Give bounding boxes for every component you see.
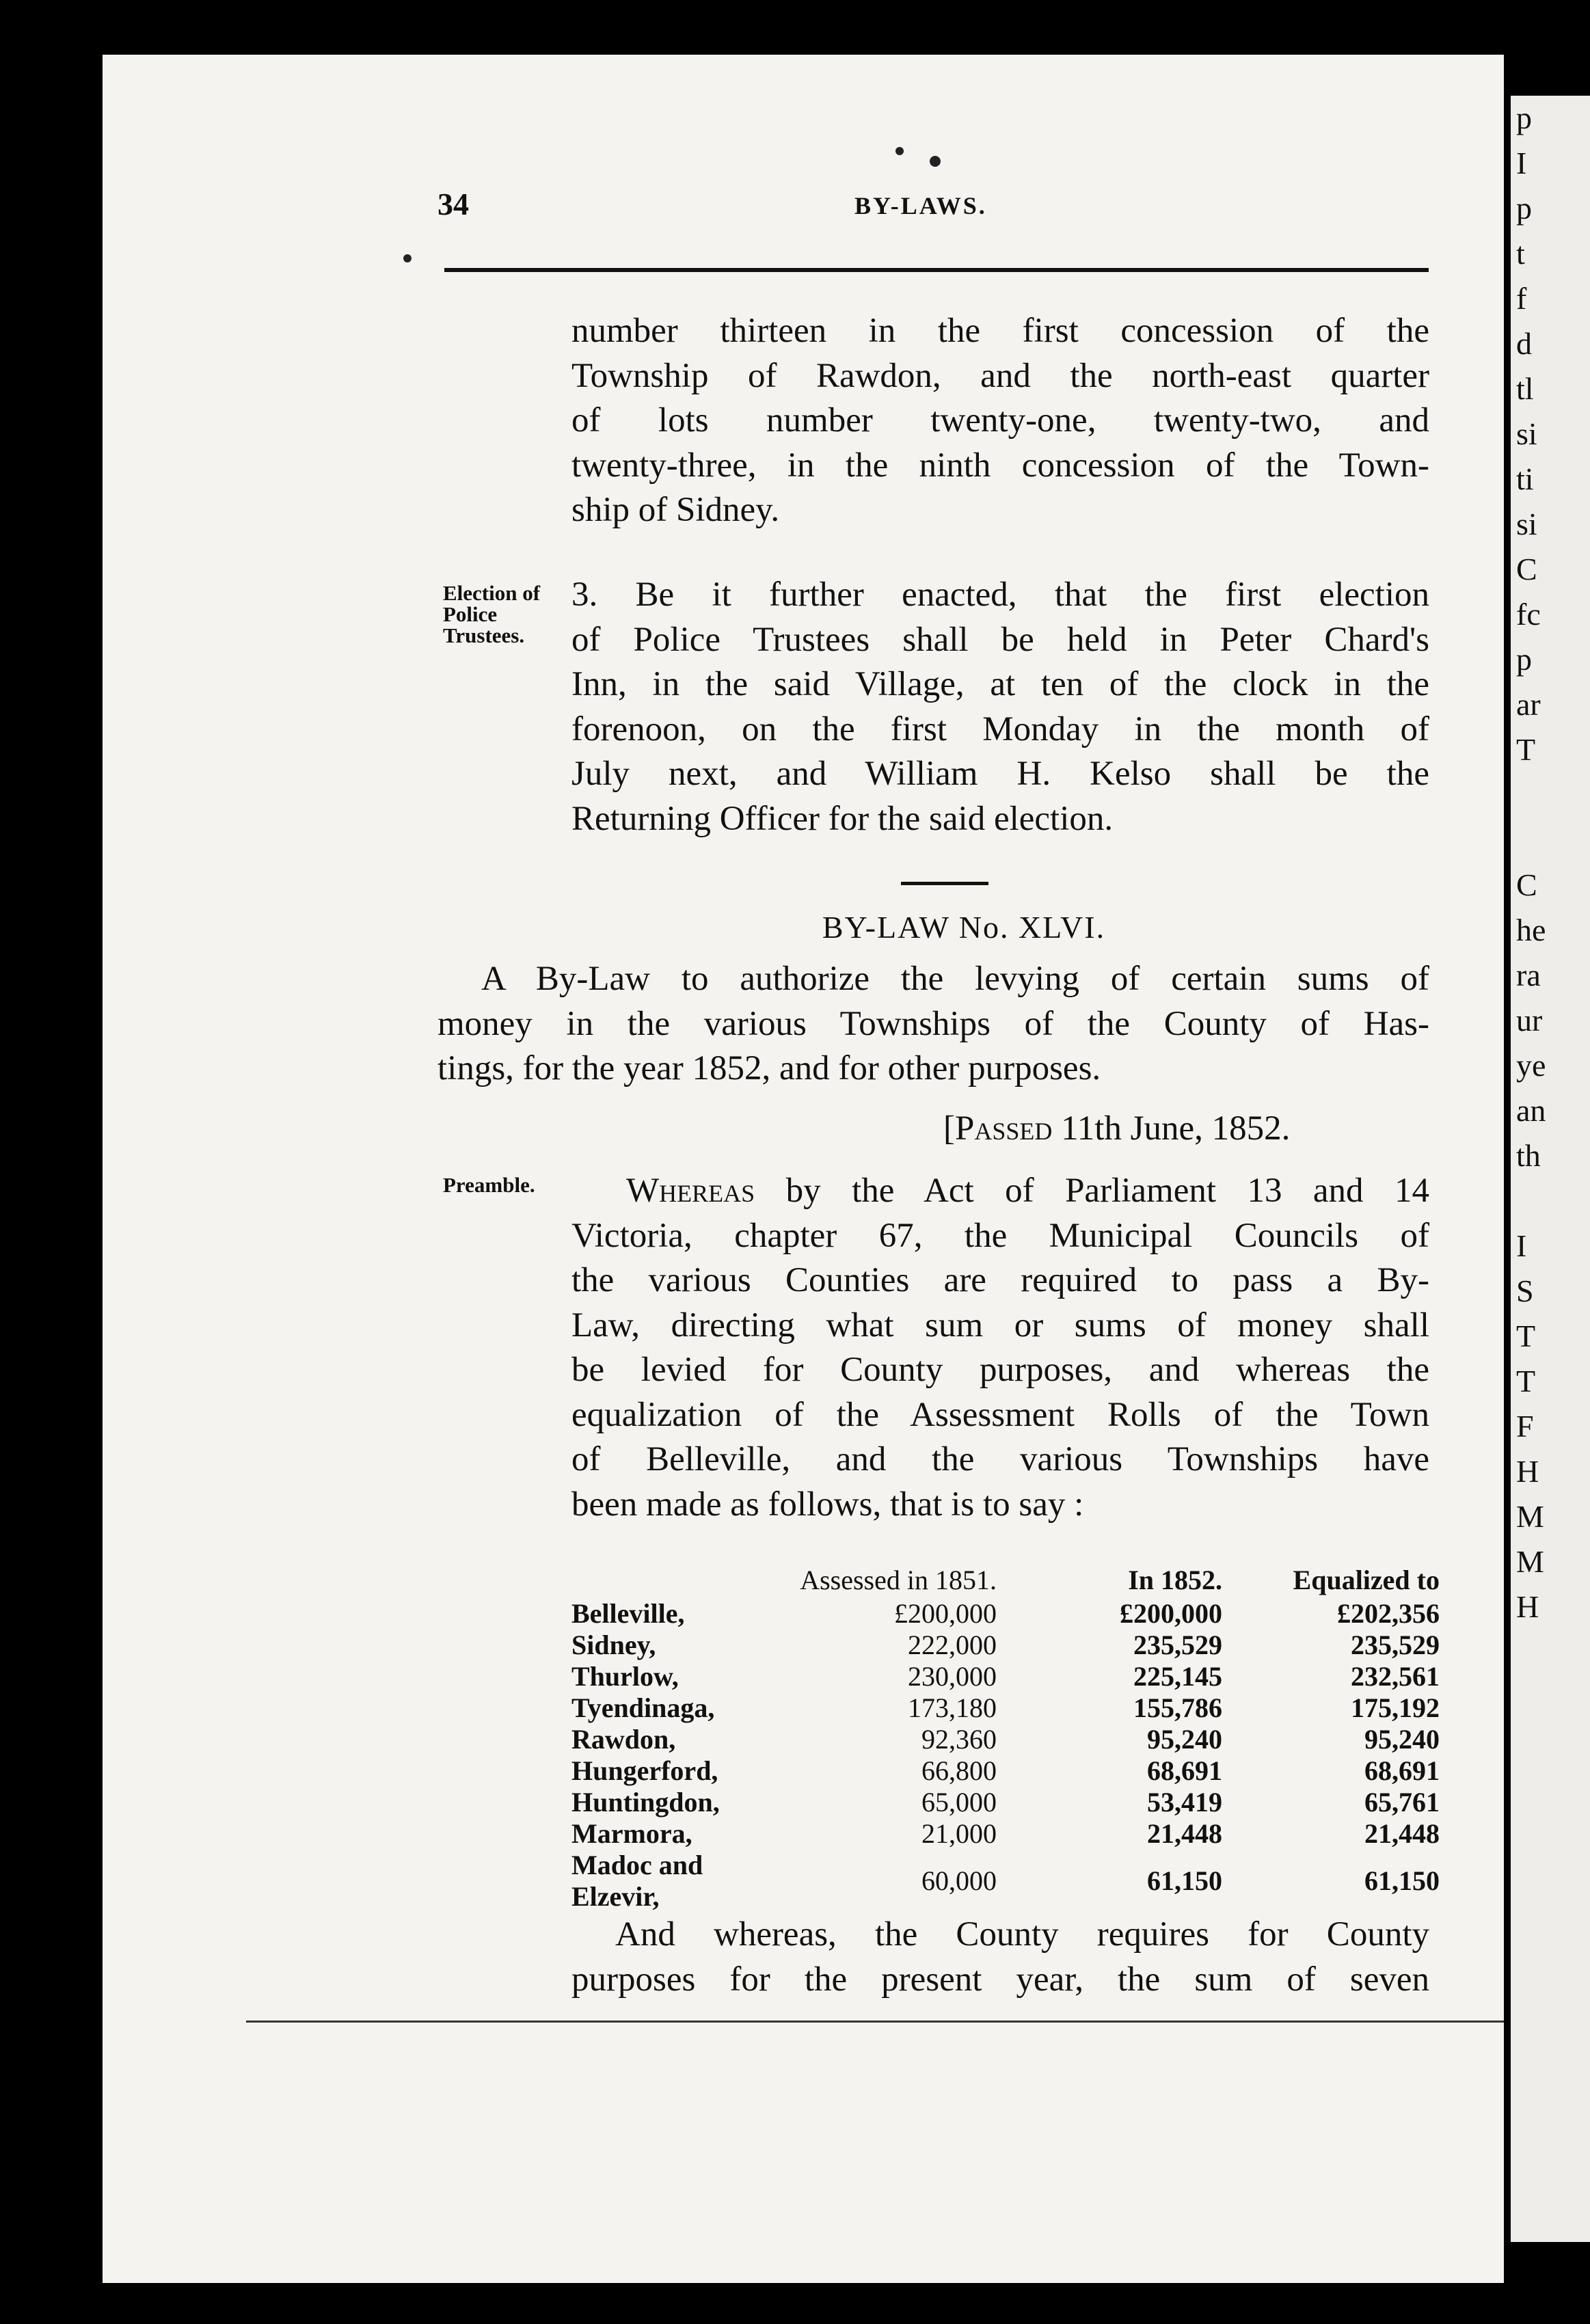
text-line: 3. Be it further enacted, that the first election [571, 576, 1429, 614]
text-line [571, 1169, 1429, 1214]
adjacent-page-letter: ye [1516, 1048, 1546, 1083]
section-divider [901, 882, 988, 885]
preamble [571, 1169, 1429, 1527]
table-cell: £200,000 [894, 1598, 997, 1629]
table-cell: Thurlow, [571, 1661, 679, 1692]
table-row [571, 1692, 1440, 1724]
adjacent-page-letter: p [1516, 100, 1532, 135]
closing-paragraph [571, 1913, 1429, 2002]
table-row [571, 1850, 1440, 1913]
adjacent-page-letter: T [1516, 1319, 1536, 1353]
table-cell: £200,000 [1120, 1598, 1222, 1629]
table-cell: 235,529 [1351, 1630, 1440, 1660]
adjacent-page-letter: C [1516, 867, 1537, 902]
text-line: tings, for the year 1852, and for other purposes. [437, 1049, 1101, 1087]
table-cell: Marmora, [571, 1818, 692, 1849]
adjacent-page-letter: T [1516, 732, 1536, 767]
margin-note-election [443, 582, 540, 646]
text-line: purposes for the present year, the sum of seven [571, 1960, 1429, 1999]
table-cell: 61,150 [1147, 1865, 1222, 1896]
adjacent-page-letter [1511, 1178, 1590, 1224]
table-row [571, 1598, 1440, 1630]
table-header-row [571, 1563, 1440, 1598]
text-line: July next, and William H. Kelso shall be the [571, 755, 1429, 793]
passed-label: [Passed [943, 1109, 1053, 1148]
table-cell: 235,529 [1133, 1630, 1222, 1660]
adjacent-page-letter: si [1516, 506, 1537, 541]
column-header: Equalized to [1293, 1565, 1440, 1595]
table-cell: 68,691 [1147, 1755, 1222, 1786]
table-cell: 21,000 [921, 1818, 997, 1849]
adjacent-page-letter: t [1516, 236, 1525, 271]
adjacent-page-letter: M [1516, 1544, 1544, 1579]
adjacent-page-fragment [1511, 96, 1590, 2242]
adjacent-page-letter: S [1516, 1273, 1534, 1308]
adjacent-page-letter: d [1516, 326, 1532, 361]
adjacent-page-letter: ur [1516, 1003, 1543, 1038]
adjacent-page-letter: an [1516, 1093, 1546, 1128]
section-3 [571, 573, 1429, 841]
text-line: twenty-three, in the ninth concession of the Town- [571, 446, 1429, 485]
text-line: of lots number twenty-one, twenty-two, and [571, 401, 1429, 440]
adjacent-page-letter: I [1516, 146, 1527, 180]
margin-note-preamble: Preamble. [443, 1173, 535, 1197]
adjacent-page-letter: ar [1516, 687, 1541, 722]
text-line: forenoon, on the first Monday in the month of [571, 710, 1429, 748]
adjacent-page-letter: M [1516, 1499, 1544, 1534]
table-cell: 225,145 [1133, 1661, 1222, 1692]
adjacent-page-letter: T [1516, 1364, 1536, 1399]
text-line: number thirteen in the first concession of the [571, 312, 1429, 350]
adjacent-page-letter: tl [1516, 371, 1534, 406]
table-cell: 95,240 [1364, 1724, 1440, 1755]
text-line: been made as follows, that is to say : [571, 1485, 1084, 1524]
text-line: ship of Sidney. [571, 491, 780, 529]
column-header: In 1852. [1128, 1565, 1222, 1595]
adjacent-page-letter: he [1516, 913, 1546, 947]
table-cell: 92,360 [921, 1724, 997, 1755]
adjacent-page-letter: ra [1516, 958, 1541, 992]
text-line: Returning Officer for the said election. [571, 799, 1114, 838]
adjacent-page-letter: p [1516, 642, 1532, 677]
table-cell: Belleville, [571, 1598, 685, 1629]
ink-speck [403, 254, 412, 262]
table-cell: 173,180 [908, 1692, 997, 1723]
table-row [571, 1630, 1440, 1661]
adjacent-page-letter: fc [1516, 597, 1541, 632]
adjacent-page-letter: p [1516, 191, 1532, 226]
text-line: be levied for County purposes, and whereas the [571, 1351, 1429, 1389]
adjacent-page-letter: H [1516, 1589, 1539, 1624]
table-cell: 222,000 [908, 1630, 997, 1660]
page-header [437, 186, 1422, 234]
ink-speck [895, 147, 904, 155]
table-cell: 95,240 [1147, 1724, 1222, 1755]
table-cell: 61,150 [1364, 1865, 1440, 1896]
table-cell: 53,419 [1147, 1787, 1222, 1818]
text-line: of Police Trustees shall be held in Peter Chard's [571, 620, 1429, 659]
table-cell: Sidney, [571, 1630, 656, 1660]
text-line: money in the various Townships of the County of Has- [437, 1004, 1429, 1043]
text-line: And whereas, the County requires for County [615, 1915, 1429, 1954]
table-cell: Madoc and Elzevir, [571, 1850, 703, 1912]
adjacent-page-letter [1511, 772, 1590, 818]
table-cell: 175,192 [1351, 1692, 1440, 1723]
bylaw-heading: BY-LAW No. XLVI. [822, 910, 1106, 945]
text-line: Inn, in the said Village, at ten of the clock in the [571, 665, 1429, 703]
table-cell: £202,356 [1337, 1598, 1440, 1629]
text-line: Township of Rawdon, and the north-east quarter [571, 356, 1429, 395]
table-cell: 60,000 [921, 1865, 997, 1896]
assessment-table [571, 1563, 1440, 1913]
table-cell: 65,761 [1364, 1787, 1440, 1818]
table-cell: 21,448 [1364, 1818, 1440, 1849]
table-cell: Huntingdon, [571, 1787, 720, 1818]
text-line: the various Counties are required to pass a By- [571, 1261, 1429, 1299]
table-cell: 65,000 [921, 1787, 997, 1818]
adjacent-page-letter: H [1516, 1454, 1539, 1489]
table-cell: 230,000 [908, 1661, 997, 1692]
table-cell: 66,800 [921, 1755, 997, 1786]
passed-date-value: 11th June, 1852. [1061, 1109, 1291, 1148]
text-line: A By-Law to authorize the levying of certain sums of [481, 960, 1429, 998]
table-row [571, 1787, 1440, 1818]
preamble-first-line: by the Act of Parliament 13 and 14 [785, 1172, 1430, 1210]
table-row [571, 1818, 1440, 1850]
adjacent-page-letter: ti [1516, 461, 1534, 496]
margin-note-line: Trustees. [443, 623, 525, 647]
table-cell: Rawdon, [571, 1724, 676, 1755]
column-header [571, 1563, 763, 1598]
text-line: of Belleville, and the various Townships have [571, 1440, 1429, 1478]
ink-speck [930, 156, 941, 167]
adjacent-page-letter: th [1516, 1138, 1541, 1173]
margin-note-line: Police [443, 602, 498, 626]
bylaw-title [437, 957, 1429, 1092]
page-number: 34 [437, 187, 469, 221]
adjacent-page-letter: F [1516, 1409, 1534, 1444]
table-cell: Tyendinaga, [571, 1692, 715, 1723]
adjacent-page-letter: si [1516, 416, 1537, 451]
passed-date [943, 1109, 1290, 1148]
table-row [571, 1755, 1440, 1787]
text-line: equalization of the Assessment Rolls of the Town [571, 1395, 1429, 1434]
continued-paragraph [571, 309, 1429, 533]
table-cell: 155,786 [1133, 1692, 1222, 1723]
table-cell: 68,691 [1364, 1755, 1440, 1786]
adjacent-page-letter: I [1516, 1228, 1527, 1263]
header-rule [444, 268, 1429, 272]
column-header: Assessed in 1851. [800, 1565, 997, 1595]
margin-note-line: Election of [443, 581, 541, 605]
adjacent-page-letter: C [1516, 552, 1537, 586]
preamble-whereas: Whereas [626, 1172, 755, 1210]
table-cell: Hungerford, [571, 1755, 718, 1786]
table-cell: 21,448 [1147, 1818, 1222, 1849]
table-row [571, 1724, 1440, 1755]
table-row [571, 1661, 1440, 1692]
page-bottom-rule [246, 2021, 1504, 2023]
adjacent-page-letter: f [1516, 281, 1527, 316]
text-line: Victoria, chapter 67, the Municipal Councils of [571, 1216, 1429, 1255]
adjacent-page-letter [1511, 818, 1590, 863]
running-head: BY-LAWS. [854, 192, 987, 219]
text-line: Law, directing what sum or sums of money shall [571, 1306, 1429, 1345]
table-cell: 232,561 [1351, 1661, 1440, 1692]
